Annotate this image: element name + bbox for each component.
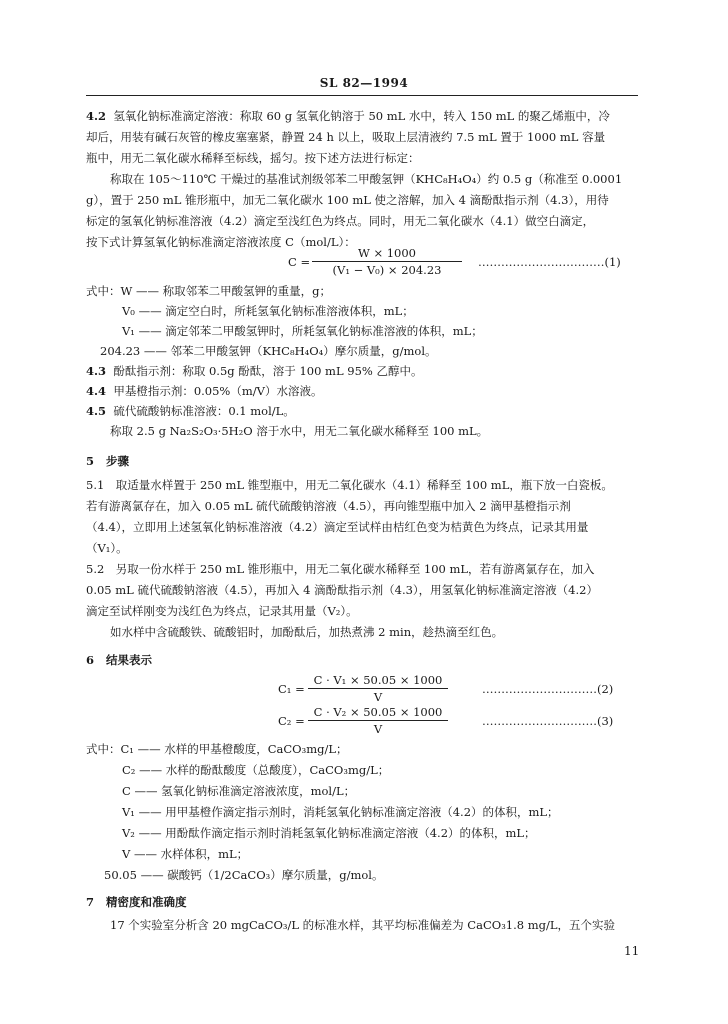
section-5-2-line-1: 5.2 另取一份水样于 250 mL 锥形瓶中，用无二氧化碳水稀释至 100 mL，若有游离氯存在，加入 <box>86 562 595 576</box>
section-5-heading: 5 步骤 <box>86 454 130 468</box>
eq1-lhs: C = <box>288 255 311 269</box>
standard-header: SL 82—1994 <box>319 76 409 90</box>
eq2-lhs: C₁ = <box>278 682 305 696</box>
where1-w: 式中：W —— 称取邻苯二甲酸氢钾的重量，g； <box>86 284 331 298</box>
eq3-fraction-bar <box>308 720 448 721</box>
page-number: 11 <box>624 944 640 958</box>
section-5-2-line-4: 如水样中含硫酸铁、硫酸铝时，加酚酞后，加热煮沸 2 min，趁热滴至红色。 <box>110 625 504 639</box>
eq3-lhs: C₂ = <box>278 714 305 728</box>
eq2-numerator: C · V₁ × 50.05 × 1000 <box>313 673 443 687</box>
header-rule <box>86 95 638 96</box>
section-4-5: 4.5 硫代硫酸钠标准溶液：0.1 mol/L。 <box>86 404 295 418</box>
eq2-fraction-bar <box>308 688 448 689</box>
section-4-2-line-3: 瓶中，用无二氧化碳水稀释至标线，摇匀。按下述方法进行标定： <box>86 151 420 165</box>
section-4-3: 4.3 酚酞指示剂：称取 0.5g 酚酞，溶于 100 mL 95% 乙醇中。 <box>86 364 423 378</box>
eq1-numerator: W × 1000 <box>357 246 417 260</box>
eq2-denominator: V <box>373 690 383 704</box>
section-5-2-line-2: 0.05 mL 硫代硫酸钠溶液（4.5），再加入 4 滴酚酞指示剂（4.3），用氢氧化钠标准滴定溶液（4.2） <box>86 583 598 597</box>
section-6-heading: 6 结果表示 <box>86 653 153 667</box>
section-4-4: 4.4 甲基橙指示剂：0.05%（m/V）水溶液。 <box>86 384 323 398</box>
eq1-denominator: (V₁ − V₀) × 204.23 <box>332 263 442 277</box>
section-4-5-line-2: 称取 2.5 g Na₂S₂O₃·5H₂O 溶于水中，用无二氧化碳水稀释至 100 mL。 <box>110 424 489 438</box>
section-4-2-line-5: g），置于 250 mL 锥形瓶中，加无二氧化碳水 100 mL 使之溶解，加入 4 滴酚酞指示剂（4.3），用待 <box>86 193 609 207</box>
section-5-2-line-3: 滴定至试样刚变为浅红色为终点，记录其用量（V₂）。 <box>86 604 358 618</box>
where2-v2: V₂ —— 用酚酞作滴定指示剂时消耗氢氧化钠标准滴定溶液（4.2）的体积，mL； <box>122 826 536 840</box>
section-5-1-line-2: 若有游离氯存在，加入 0.05 mL 硫代硫酸钠溶液（4.5），再向锥型瓶中加入 2 滴甲基橙指示剂 <box>86 499 571 513</box>
where2-c2: C₂ —— 水样的酚酞酸度（总酸度），CaCO₃mg/L； <box>122 763 390 777</box>
eq2-number: …………………………(2) <box>482 682 614 696</box>
where2-v1: V₁ —— 用甲基橙作滴定指示剂时，消耗氢氧化钠标准滴定溶液（4.2）的体积，mL； <box>122 805 559 819</box>
section-4-2-line-1: 4.2 氢氧化钠标准滴定溶液：称取 60 g 氢氧化钠溶于 50 mL 水中，转入 150 mL 的聚乙烯瓶中，冷 <box>86 109 610 123</box>
section-5-1-line-3: （4.4），立即用上述氢氧化钠标准溶液（4.2）滴定至试样由桔红色变为桔黄色为终点，记录其用量 <box>86 520 589 534</box>
section-4-2-line-2: 却后，用装有碱石灰管的橡皮塞塞紧，静置 24 h 以上，吸取上层清液约 7.5 mL 置于 1000 mL 容量 <box>86 130 606 144</box>
where2-molar-mass: 50.05 —— 碳酸钙（1/2CaCO₃）摩尔质量，g/mol。 <box>104 868 384 882</box>
section-7-line-1: 17 个实验室分析含 20 mgCaCO₃/L 的标准水样，其平均标准偏差为 CaCO₃1.8 mg/L，五个实验 <box>110 918 616 932</box>
where2-c1: 式中：C₁ —— 水样的甲基橙酸度，CaCO₃mg/L； <box>86 742 348 756</box>
section-4-2-line-4: 称取在 105～110℃ 干燥过的基准试剂级邻苯二甲酸氢钾（KHC₈H₄O₄）约 0.5 g（称准至 0.0001 <box>110 172 623 186</box>
section-5-1-line-1: 5.1 取适量水样置于 250 mL 锥型瓶中，用无二氧化碳水（4.1）稀释至 100 mL，瓶下放一白瓷板。 <box>86 478 613 492</box>
eq1-number: ……………………………(1) <box>478 255 621 269</box>
section-4-2-line-6: 标定的氢氧化钠标准溶液（4.2）滴定至浅红色为终点。同时，用无二氧化碳水（4.1）做空白滴定， <box>86 214 595 228</box>
section-4-2-line-7: 按下式计算氢氧化钠标准滴定溶液浓度 C（mol/L）： <box>86 235 356 249</box>
where1-molar-mass: 204.23 —— 邻苯二甲酸氢钾（KHC₈H₄O₄）摩尔质量，g/mol。 <box>100 344 437 358</box>
eq3-number: …………………………(3) <box>482 714 614 728</box>
section-7-heading: 7 精密度和准确度 <box>86 895 187 909</box>
eq3-denominator: V <box>373 722 383 736</box>
eq3-numerator: C · V₂ × 50.05 × 1000 <box>313 705 443 719</box>
where1-v1: V₁ —— 滴定邻苯二甲酸氢钾时，所耗氢氧化钠标准溶液的体积，mL； <box>122 324 483 338</box>
where2-c: C —— 氢氧化钠标准滴定溶液浓度，mol/L； <box>122 784 356 798</box>
eq1-fraction-bar <box>312 261 462 262</box>
where2-v: V —— 水样体积，mL； <box>122 847 249 861</box>
where1-v0: V₀ —— 滴定空白时，所耗氢氧化钠标准溶液体积，mL； <box>122 304 414 318</box>
section-5-1-line-4: （V₁）。 <box>86 541 128 555</box>
